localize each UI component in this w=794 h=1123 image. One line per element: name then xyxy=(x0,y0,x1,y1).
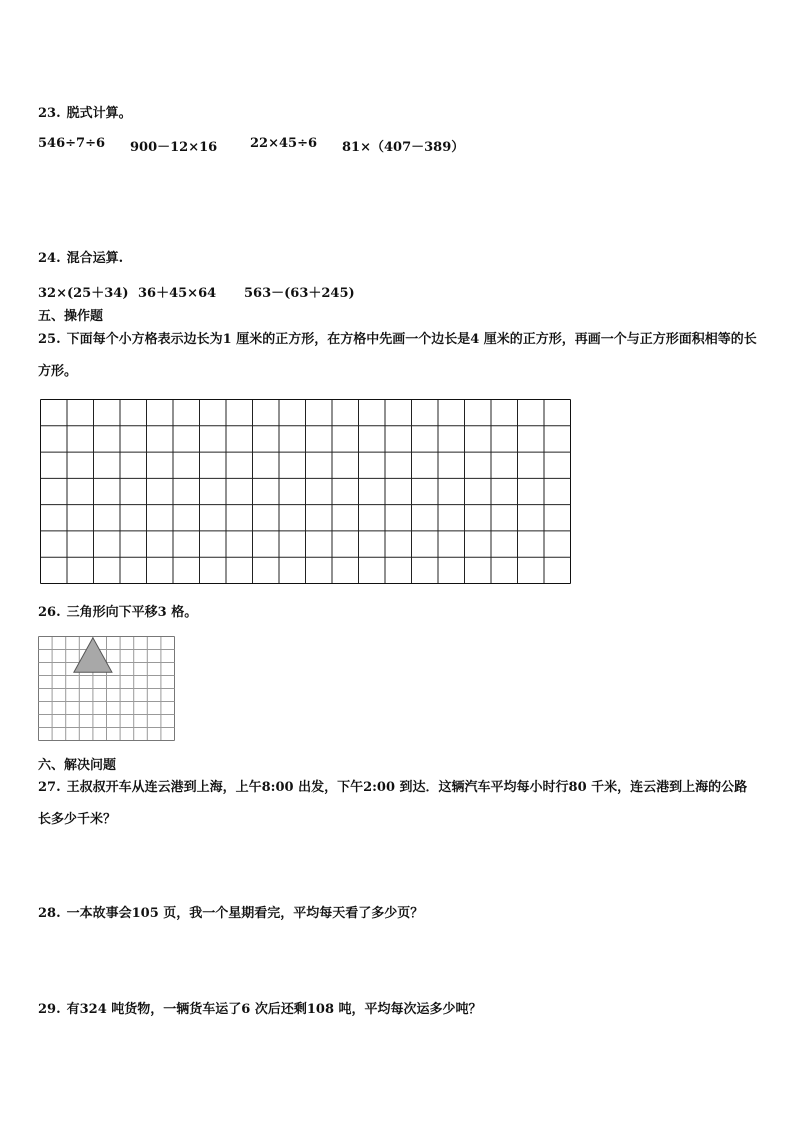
expression: 563－(63＋245) xyxy=(244,286,355,301)
question-number: 23. xyxy=(38,106,61,121)
question-number: 29. xyxy=(38,1002,61,1017)
question-text: 一本故事会105 页，我一个星期看完，平均每天看了多少页？ xyxy=(66,906,424,921)
section-heading-5: 五、操作题 xyxy=(38,309,104,324)
question-text: 王叔叔开车从连云港到上海，上午8:00 出发，下午2:00 到达．这辆汽车平均每小时行80 千米，连云港到上海的公路长多少千米？ xyxy=(38,780,748,827)
question-27 xyxy=(38,772,758,836)
question-title: 混合运算. xyxy=(66,251,124,266)
expression: 36＋45×64 xyxy=(138,286,217,301)
question-29 xyxy=(38,1000,482,1020)
question-text: 下面每个小方格表示边长为1 厘米的正方形，在方格中先画一个边长是4 厘米的正方形，再画一个与正方形面积相等的长方形。 xyxy=(38,332,757,379)
section-heading-6: 六、解决问题 xyxy=(38,758,117,773)
question-24-heading xyxy=(38,249,123,269)
expression: 900－12×16 xyxy=(130,140,218,155)
question-title: 脱式计算。 xyxy=(66,106,132,121)
question-number: 27. xyxy=(38,780,61,795)
question-25 xyxy=(38,324,758,388)
question-26 xyxy=(38,603,197,623)
question-text: 三角形向下平移3 格。 xyxy=(66,605,198,620)
expression: 546÷7÷6 xyxy=(38,136,106,151)
question-23-heading xyxy=(38,104,132,124)
expression: 81×（407－389） xyxy=(342,140,465,155)
question-text: 有324 吨货物，一辆货车运了6 次后还剩108 吨，平均每次运多少吨？ xyxy=(66,1002,482,1017)
expression: 32×(25＋34) xyxy=(38,286,129,301)
square-grid-25 xyxy=(40,399,572,585)
question-number: 25. xyxy=(38,332,61,347)
expression: 22×45÷6 xyxy=(250,136,318,151)
question-28 xyxy=(38,904,423,924)
question-number: 28. xyxy=(38,906,61,921)
translation-grid-26 xyxy=(38,636,176,742)
question-number: 26. xyxy=(38,605,61,620)
question-number: 24. xyxy=(38,251,61,266)
